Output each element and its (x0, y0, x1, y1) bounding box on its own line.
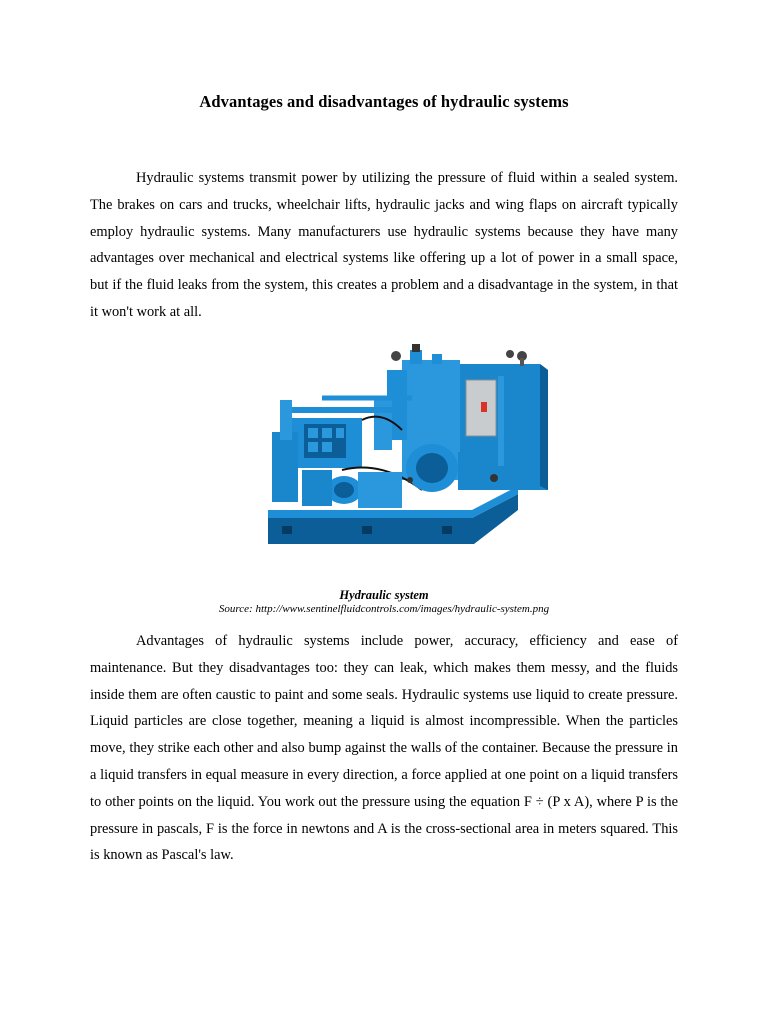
figure-source: Source: http://www.sentinelfluidcontrols.com/images/hydraulic-system.png (218, 603, 550, 615)
hydraulic-system-figure (262, 340, 554, 570)
document-title: Advantages and disadvantages of hydraulic systems (199, 92, 569, 111)
figure-caption: Hydraulic system (339, 588, 429, 602)
paragraph-advantages: Advantages of hydraulic systems include power, accuracy, efficiency and ease of maintenance. But they disadvantages too: they can leak, which makes them messy, and the fluids inside them are often caustic to paint and some seals. Hydraulic systems use liquid to create pressure. Liquid particles are close together, meaning a liquid is almost incompressible. When the particles move, they strike each other and also bump against the walls of the container. Because the pressure in a liquid transfers in equal measure in every direction, a force applied at one point on a liquid transfers to other points on the liquid. You work out the pressure using the equation F ÷ (P x A), where P is the pressure in pascals, F is the force in newtons and A is the cross-sectional area in meters squared. This is known as Pascal's law. (90, 633, 678, 864)
paragraph-intro: Hydraulic systems transmit power by utilizing the pressure of fluid within a sealed system. The brakes on cars and trucks, wheelchair lifts, hydraulic jacks and wing flaps on aircraft typically employ hydraulic systems. Many manufacturers use hydraulic systems because they have many advantages over mechanical and electrical systems like offering up a lot of power in a small space, but if the fluid leaks from the system, this creates a problem and a disadvantage in the system, in that it won't work at all. (90, 170, 678, 320)
hydraulic-system-illustration (262, 340, 554, 570)
